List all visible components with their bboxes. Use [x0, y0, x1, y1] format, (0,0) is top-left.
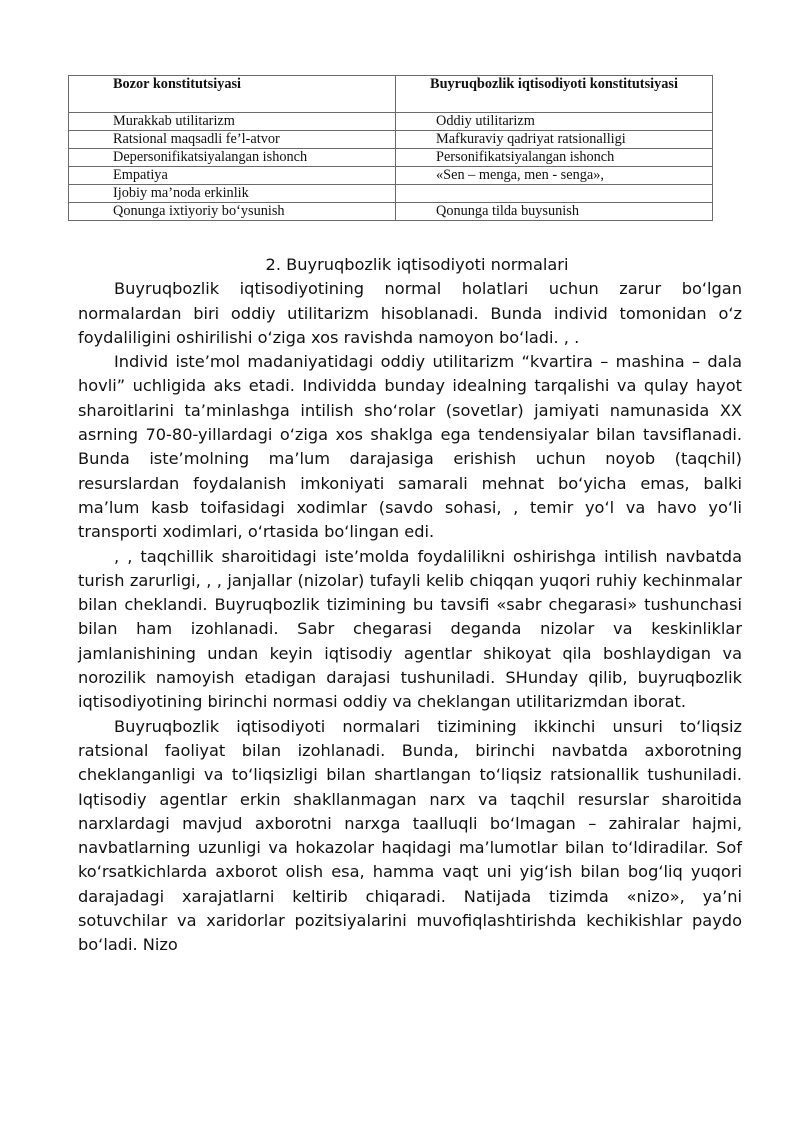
table-row [69, 167, 713, 185]
comparison-table [68, 75, 713, 221]
table-header-cell: Buyruqbozlik iqtisodiyoti konstitutsiyasi [396, 76, 713, 113]
table-cell: Ijobiy ma’noda erkinlik [69, 185, 396, 203]
table-header-row [69, 76, 713, 113]
section-title: 2. Buyruqbozlik iqtisodiyoti normalari [265, 255, 569, 274]
table-cell: Mafkuraviy qadriyat ratsionalligi [396, 131, 713, 149]
table-header-cell: Bozor konstitutsiyasi [69, 76, 396, 113]
table-row [69, 203, 713, 221]
table-row [69, 185, 713, 203]
paragraph: Buyruqbozlik iqtisodiyotining normal holatlari uchun zarur bo‘lgan normalardan biri oddiy utilitarizm hisoblanadi. Bunda individ tomonidan o‘z foydaliligini oshirilishi o‘ziga xos ravishda namoyon bo‘ladi. , . [78, 279, 742, 347]
table-cell: Qonunga ixtiyoriy bo‘ysunish [69, 203, 396, 221]
table-row [69, 149, 713, 167]
table-row [69, 113, 713, 131]
paragraph: Individ iste’mol madaniyatidagi oddiy utilitarizm “kvartira – mashina – dala hovli” uchligida aks etadi. Individda bunday idealning tarqalishi va qulay hayot sharoitlarini ta’minlashga intilish sho‘rolar (sovetlar) jamiyati namunasida XX asrning 70-80-yillardagi o‘ziga xos shaklga ega tendensiyalar bilan tavsiflanadi. Bunda iste’molning ma’lum darajasiga erishish uchun noyob (taqchil) resurslardan foydalanish imkoniyati samarali mehnat bo‘yicha emas, balki ma’lum kasb toifasidagi xodimlar (savdo sohasi, , temir yo‘l va havo yo‘li transporti xodimlari, o‘rtasida bo‘lingan edi. [78, 352, 742, 542]
table-cell: Qonunga tilda buysunish [396, 203, 713, 221]
table-cell: Oddiy utilitarizm [396, 113, 713, 131]
table-cell: Murakkab utilitarizm [69, 113, 396, 131]
paragraph: Buyruqbozlik iqtisodiyoti normalari tizimining ikkinchi unsuri to‘liqsiz ratsional faoliyat bilan izohlanadi. Bunda, birinchi navbatda axborotning cheklanganligi va to‘liqsizligi bilan shartlangan to‘liqsiz ratsionallik tushuniladi. Iqtisodiy agentlar erkin shakllanmagan narx va taqchil resurslar sharoitida narxlardagi mavjud axborotni narxga taalluqli bo‘lmagan – zahiralar hajmi, navbatlarning uzunligi va hokazolar haqidagi ma’lumotlar bilan to‘ldiradilar. Sof ko‘rsatkichlarda axborot olish esa, hamma vaqt uni yig‘ish bilan bog‘liq yuqori darajadagi xarajatlarni keltirib chiqaradi. Natijada tizimda «nizo», ya’ni sotuvchilar va xaridorlar pozitsiyalarini muvofiqlashtirishda kechikishlar paydo bo‘ladi. Nizo [78, 716, 742, 955]
table-cell: Empatiya [69, 167, 396, 185]
paragraph: , , taqchillik sharoitidagi iste’molda foydalilikni oshirishga intilish navbatda turish zarurligi, , , janjallar (nizolar) tufayli kelib chiqqan yuqori ruhiy kechinmalar bilan cheklandi. Buyruqbozlik tizimining bu tavsifi «sabr chegarasi» tushunchasi bilan ham izohlanadi. Sabr chegarasi deganda nizolar va keskinliklar jamlanishining undan keyin iqtisodiy agentlar shikoyat qila boshlaydigan va norozilik namoyish etadigan darajasi tushuniladi. SHunday qilib, buyruqbozlik iqtisodiyotining birinchi normasi oddiy va cheklangan utilitarizmdan iborat. [78, 546, 742, 712]
table-cell [396, 185, 713, 203]
body-text [78, 253, 742, 958]
table-cell: Depersonifikatsiyalangan ishonch [69, 149, 396, 167]
table-cell: Ratsional maqsadli fe’l-atvor [69, 131, 396, 149]
table-cell: «Sen – menga, men - senga», [396, 167, 713, 185]
table-row [69, 131, 713, 149]
table-cell: Personifikatsiyalangan ishonch [396, 149, 713, 167]
